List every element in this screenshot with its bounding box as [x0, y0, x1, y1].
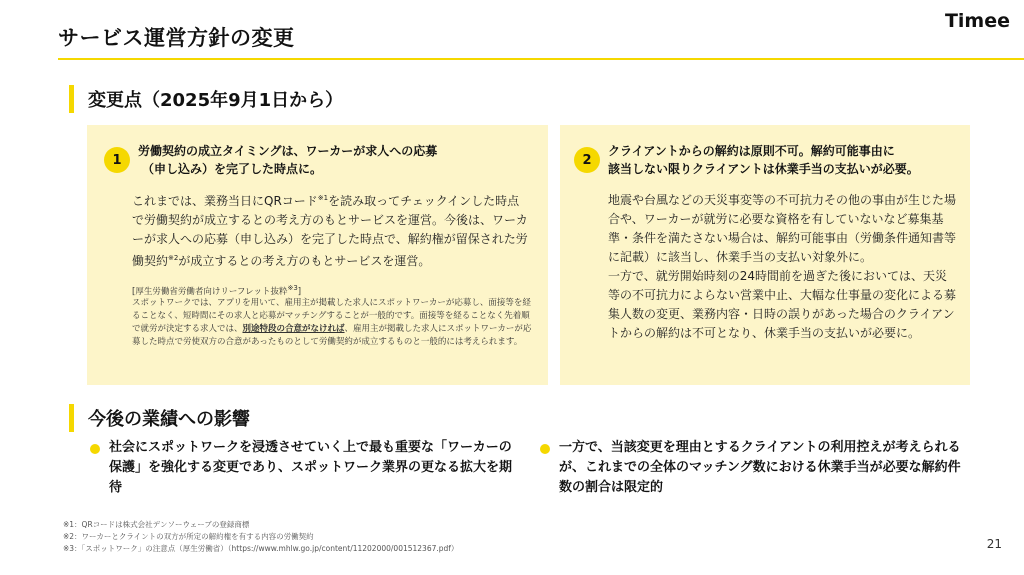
change-point-2-body: 地震や台風などの天災事変等の不可抗力その他の事由が生じた場合や、ワーカーが就労に必要な資格を有していないなど募集基準・条件を満たさない場合は、解約可能事由（労働条件通知書等に記載）に該当し、休業手当の支払い対象外に。 一方で、就労開始時刻の24時間前を過ぎた後においては、天災等の不可抗力によらない営業中止、大幅な仕事量の変化による募集人数の変更、業務内容・日時の誤りがあった場合のクライアントからの解約は不可となり、休業手当の支払いが必要に。 — [608, 193, 957, 340]
change-point-2-heading: クライアントからの解約は原則不可。解約可能事由に 該当しない限りクライアントは休業手当の支払いが必要。 — [608, 144, 919, 176]
page-title: サービス運営方針の変更 — [58, 26, 295, 50]
footnote-1: ※1：QRコードは株式会社デンソーウェーブの登録商標 — [63, 520, 250, 529]
section-changes — [69, 85, 343, 113]
leaflet-excerpt-text: スポットワークでは、アプリを用いて、雇用主が掲載した求人にスポットワーカーが応募し、面接等を経ることなく、短時間にその求人と応募がマッチングすることが一般的です。面接等を経ることなく先着順で就労が決定する求人では、別途特段の合意がなければ、雇用主が掲載した求人にスポットワーカーが応募した時点で労使双方の合意があったものとして労働契約が成立するものと一般的には考えられます。 — [132, 298, 532, 347]
footnote-3: ※3：「スポットワーク」の注意点（厚生労働省）（https://www.mhlw.go.jp/content/11202000/001512367.pdf） — [63, 544, 459, 553]
footnote-2: ※2：ワーカーとクライントの双方が所定の解約権を有する内容の労働契約 — [63, 532, 314, 541]
leaflet-excerpt-title: [厚生労働省労働者向けリーフレット抜粋$^{※3}$] — [132, 284, 302, 297]
impact-bullet-1: 社会にスポットワークを浸透させていく上で最も重要な「ワーカーの保護」を強化する変更であり、スポットワーク業界の更なる拡大を期待 — [90, 438, 520, 498]
change-point-1-body: これまでは、業務当日にQRコード$^{※1}$を読み取ってチェックインした時点で労働契約が成立するとの考え方のもとサービスを運営。今後は、ワーカーが求人への応募（申し込み）を完了した時点で、解約権が留保された労働契約$^{※2}$が成立するとの考え方のもとサービスを運営。 — [132, 194, 528, 268]
page-number: 21 — [986, 537, 1002, 551]
section-impact — [69, 404, 250, 432]
change-point-2-box — [560, 125, 970, 385]
title-divider — [58, 58, 1024, 60]
section-impact-label: 今後の業績への影響 — [88, 409, 250, 430]
timee-logo: Timee — [944, 10, 1010, 32]
number-badge-1: 1 — [104, 147, 130, 173]
section-marker — [69, 85, 74, 113]
change-point-1-box — [87, 125, 548, 385]
change-point-1-heading: 労働契約の成立タイミングは、ワーカーが求人への応募 （申し込み）を完了した時点に。 — [138, 144, 438, 176]
section-changes-label: 変更点（2025年9月1日から） — [88, 90, 344, 111]
number-badge-2: 2 — [574, 147, 600, 173]
impact-bullet-2: 一方で、当該変更を理由とするクライアントの利用控えが考えられるが、これまでの全体のマッチング数における休業手当が必要な解約件数の割合は限定的 — [540, 438, 970, 498]
section-marker — [69, 404, 74, 432]
bullet-dot-icon — [90, 444, 100, 454]
bullet-dot-icon — [540, 444, 550, 454]
footnotes — [63, 519, 458, 555]
